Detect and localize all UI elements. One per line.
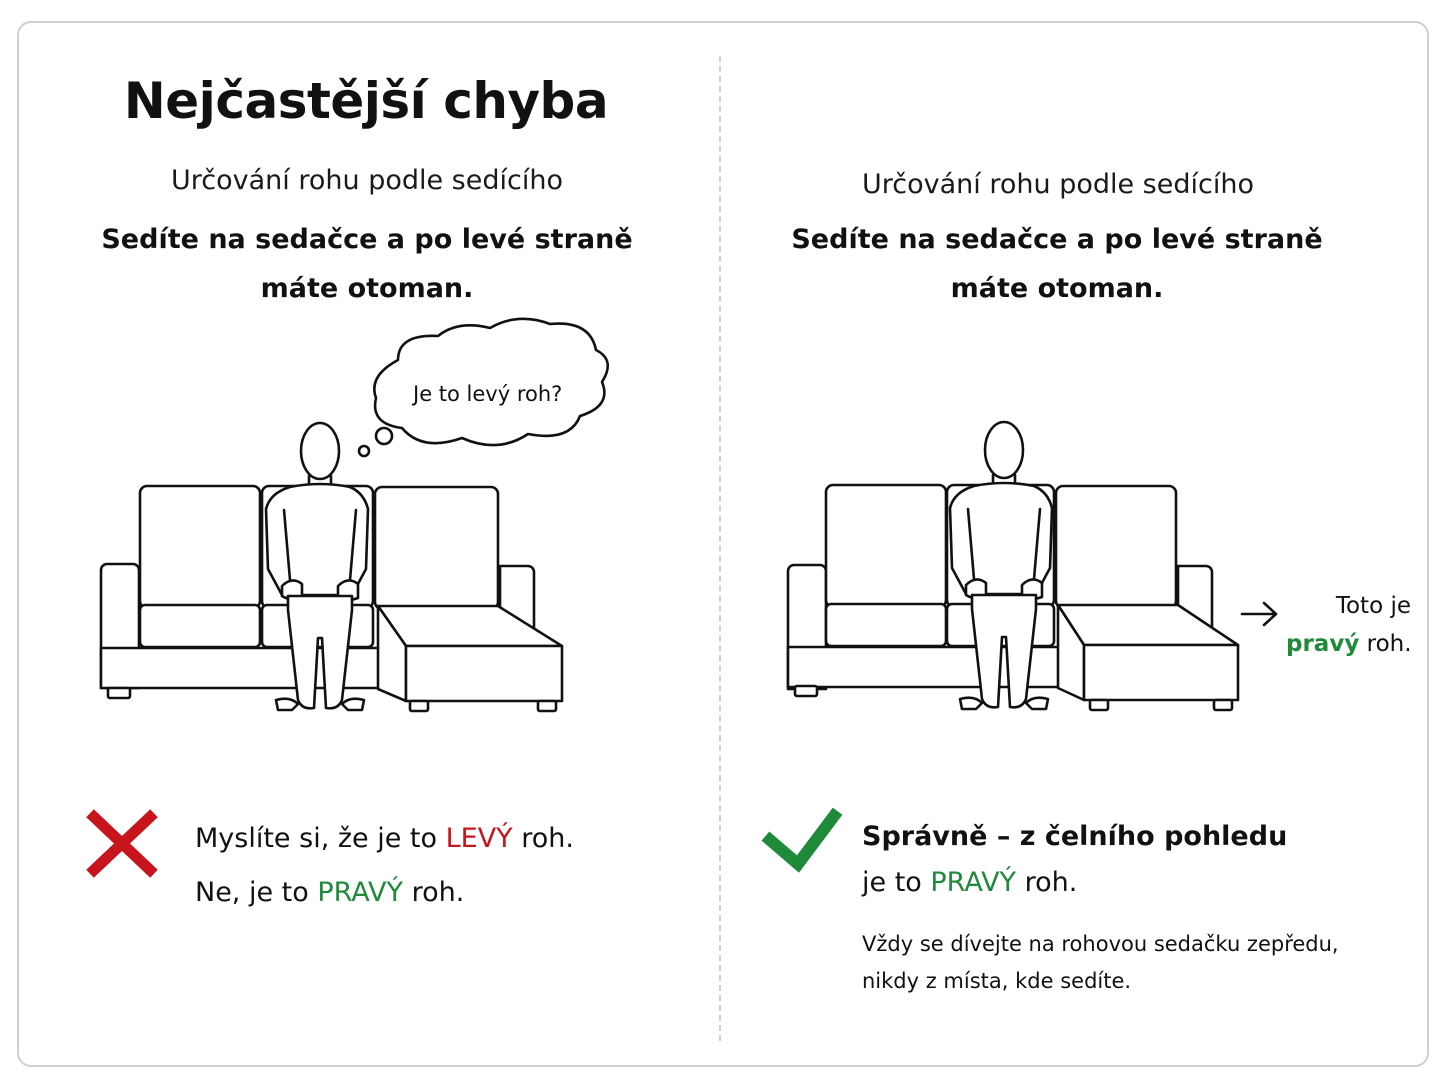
right-subtitle: Určování rohu podle sedícího xyxy=(862,169,1254,200)
left-sofa-illustration xyxy=(101,319,608,711)
arrow-label-rest: roh. xyxy=(1359,631,1412,657)
arrow-label-line2 xyxy=(1286,625,1411,663)
wrong-line1-text: Myslíte si, že je to xyxy=(195,823,446,854)
wrong-line1-end: roh. xyxy=(512,823,574,854)
correct-line2 xyxy=(862,860,1287,906)
cross-icon xyxy=(94,817,150,870)
arrow-label xyxy=(1286,587,1411,663)
wrong-line1 xyxy=(195,812,574,866)
left-lead-line2: máte otoman. xyxy=(260,273,474,304)
correct-line1: Správně – z čelního pohledu xyxy=(862,821,1288,852)
thought-bubble-text: Je to levý roh? xyxy=(413,382,563,406)
right-sofa-illustration xyxy=(788,422,1276,710)
advice-line1: Vždy se dívejte na rohovou sedačku zepředu, xyxy=(862,932,1339,956)
right-lead-line1: Sedíte na sedačce a po levé straně xyxy=(791,224,1323,255)
wrong-line2-end: roh. xyxy=(403,877,465,908)
page-title: Nejčastější chyba xyxy=(123,72,609,130)
wrong-line2-text: Ne, je to xyxy=(195,877,318,908)
check-icon xyxy=(770,816,834,864)
left-subtitle: Určování rohu podle sedícího xyxy=(171,165,563,196)
correct-line2-em: PRAVÝ xyxy=(930,867,1017,898)
wrong-line2-em: PRAVÝ xyxy=(317,877,404,908)
arrow-right-icon xyxy=(1242,603,1276,625)
right-lead-line2: máte otoman. xyxy=(950,273,1164,304)
wrong-message xyxy=(195,812,574,920)
left-lead-line1: Sedíte na sedačce a po levé straně xyxy=(101,224,633,255)
arrow-label-em: pravý xyxy=(1286,631,1360,657)
arrow-label-line1: Toto je xyxy=(1335,593,1411,619)
wrong-line2 xyxy=(195,866,574,920)
correct-line2-end: roh. xyxy=(1016,867,1078,898)
wrong-line1-em: LEVÝ xyxy=(445,823,513,854)
advice-line2: nikdy z místa, kde sedíte. xyxy=(862,969,1132,993)
advice-note xyxy=(862,926,1339,1000)
correct-line2-text: je to xyxy=(862,867,931,898)
correct-message xyxy=(862,814,1287,906)
